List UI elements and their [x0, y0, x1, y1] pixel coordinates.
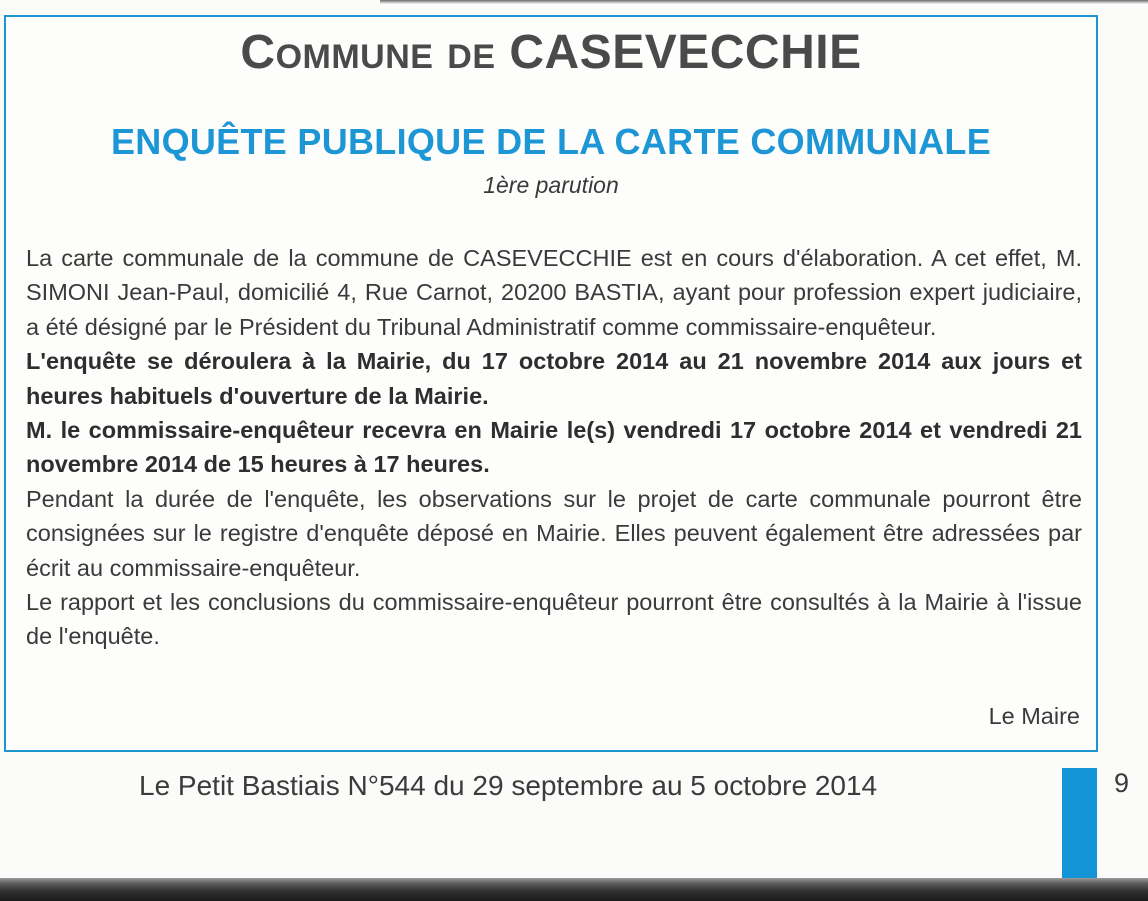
- publication-footer: Le Petit Bastiais N°544 du 29 septembre au 5 octobre 2014: [139, 770, 878, 801]
- legal-notice-box: [4, 15, 1098, 752]
- paragraph-permanences: M. le commissaire-enquêteur recevra en Mairie le(s) vendredi 17 octobre 2014 et vendredi 21 novembre 2014 de 15 heures à 17 heures.: [26, 417, 1082, 478]
- paragraph-dates: L'enquête se déroulera à la Mairie, du 17 octobre 2014 au 21 novembre 2014 aux jours et heures habituels d'ouverture de la Mairie.: [26, 348, 1082, 409]
- paragraph-observations: Pendant la durée de l'enquête, les observations sur le projet de carte communale pourront être consignées sur le registre d'enquête déposé en Mairie. Elles peuvent également être adressées par écrit au commissaire-enquêteur.: [26, 485, 1082, 581]
- enquete-title: ENQUÊTE PUBLIQUE DE LA CARTE COMMUNALE: [110, 121, 992, 162]
- paragraph-rapport: Le rapport et les conclusions du commissaire-enquêteur pourront être consultés à la Mairie à l'issue de l'enquête.: [26, 589, 1082, 650]
- notice-body: [26, 241, 1082, 654]
- page-tab-marker: [1062, 768, 1097, 881]
- page-bottom-edge-shadow: [0, 878, 1148, 901]
- page-number: 9: [1114, 768, 1130, 798]
- signature: Le Maire: [988, 703, 1080, 729]
- page-top-edge-shadow: [380, 0, 1148, 4]
- paragraph-intro: La carte communale de la commune de CASEVECCHIE est en cours d'élaboration. A cet effet, M. SIMONI Jean-Paul, domicilié 4, Rue Carnot, 20200 BASTIA, ayant pour profession expert judiciaire, a été désigné par le Président du Tribunal Administratif comme commissaire-enquêteur.: [26, 245, 1082, 340]
- commune-title: Commune de CASEVECCHIE: [240, 26, 862, 79]
- parution-label: 1ère parution: [483, 172, 619, 198]
